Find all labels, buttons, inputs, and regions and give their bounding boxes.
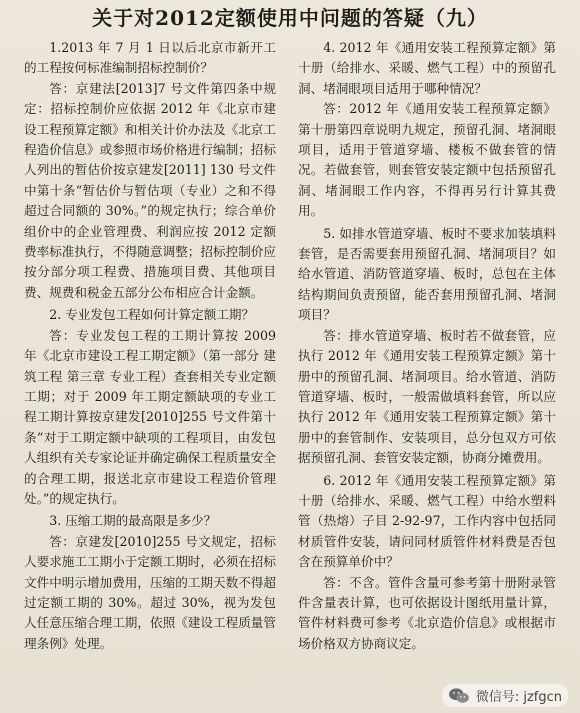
question-4: 4. 2012 年《通用安装工程预算定额》第十册（给排水、采暖、燃气工程）中的预留孔洞、堵洞眼项目适用于哪种情况？ xyxy=(298,40,556,96)
question-5: 5. 如排水管道穿墙、板时不要求加装填料套管，是否需要套用预留孔洞、堵洞项目？如给水管道、消防管道穿墙、板时，总包在主体结构期间负责预留，能否套用预留孔洞、堵洞项目？ xyxy=(298,225,556,323)
question-6: 6. 2012 年《通用安装工程预算定额》第十册（给排水、采暖、燃气工程）中给水塑料管（热熔）子目 2-92-97，工作内容中包括同材质管件安装，请问同材质管件材料费是否包含在预算单价中？ xyxy=(298,472,556,570)
wechat-watermark xyxy=(442,684,568,707)
answer-6: 答：不含。管件含量可参考第十册附录管件含量表计算，也可依据设计图纸用量计算，管件材料费可参考《北京造价信息》或根据市场价格双方协商议定。 xyxy=(298,574,556,651)
answer-5: 答：排水管道穿墙、板时若不做套管，应执行 2012 年《通用安装工程预算定额》第十册中的预留孔洞、堵洞项目。给水管道、消防管道穿墙、板时，一般需做填料套管，所以应执行 2012 年《通用安装工程预算定额》第十册中的套管制作、安装项目，总分包双方可依据预留孔洞、套管安装定额，协商分摊费用。 xyxy=(298,327,556,466)
right-column xyxy=(298,36,556,654)
question-3: 3. 压缩工期的最高限是多少？ xyxy=(49,513,217,529)
question-1: 1.2013 年 7 月 1 日以后北京市新开工的工程按何标准编制招标控制价？ xyxy=(24,40,276,76)
answer-4: 答：2012 年《通用安装工程预算定额》第十册第四章说明九规定，预留孔洞、堵洞眼项目，适用于管道穿墙、楼板不做套管的情况。若做套管，则套管安装定额中包括预留孔洞、堵洞眼工作内容，不得再另行计算其费用。 xyxy=(298,101,556,219)
watermark-text: 微信号: jzfgcn xyxy=(475,690,562,705)
answer-3: 答：京建发[2010]255 号文规定，招标人要求施工工期小于定额工期时，必须在招标文件中明示增加费用，压缩的工期天数不得超过定额工期的 30%。超过 30%，视为发包人任意压缩合理工期，依照《建设工程质量管理条例》处理。 xyxy=(24,533,276,651)
answer-2: 答：专业发包工程的工期计算按 2009 年《北京市建设工程工期定额》（第一部分 建筑工程 第三章 专业工程）查套相关专业定额工期；对于 2009 年工期定额缺项的专业工程工期计算按京建发[2010]255 号文件第十条“对于工期定额中缺项的工程项目，由发包人组织有关专家论证并确定确保工程质量安全的合理工期，报送北京市建设工程造价管理处。”的规定执行。 xyxy=(24,327,276,506)
question-2: 2. 专业发包工程如何计算定额工期？ xyxy=(49,307,255,323)
page-title: 关于对2012定额使用中问题的答疑（九） xyxy=(92,6,488,30)
left-column xyxy=(24,36,276,654)
answer-1: 答：京建法[2013]7 号文件第四条中规定：招标控制价应依据 2012 年《北京市建设工程预算定额》和相关计价办法及《北京工程造价信息》或参照市场价格进行编制；招标人列出的暂估价按京建发[2011] 130 号文件中第十条“暂估价与暂估项（专业）之和不得超过合同额的 30%。”的规定执行；综合单价组价中的企业管理费、利润应按 2012 定额费率标准执行，不得随意调整；招标控制价应按分部分项工程费、措施项目费、其他项目费、规费和税金五部分公布相应合计金额。 xyxy=(24,80,276,300)
wechat-icon xyxy=(448,687,470,705)
